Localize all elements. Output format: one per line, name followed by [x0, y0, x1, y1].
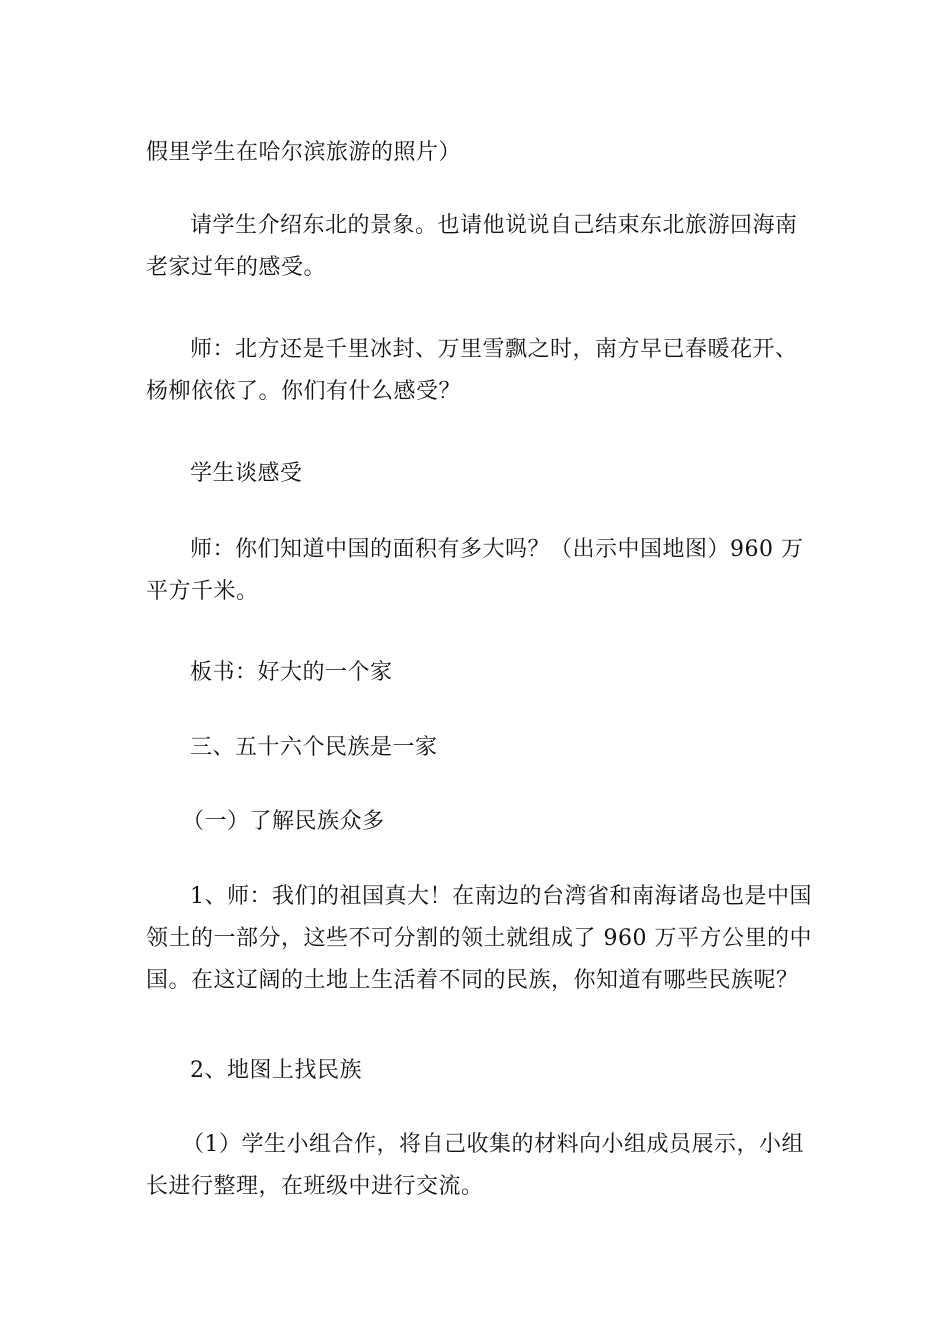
text-line: 学生谈感受	[190, 461, 303, 486]
text-line: 领土的一部分，这些不可分割的领土就组成了 960 万平方公里的中	[146, 926, 812, 951]
text-line: 国。在这辽阔的土地上生活着不同的民族，你知道有哪些民族呢？	[146, 968, 799, 993]
paragraph-introduce-northeast	[146, 205, 810, 289]
text-line: （一）了解民族众多	[182, 809, 385, 834]
text-line: 请学生介绍东北的景象。也请他说说自己结束东北旅游回海南	[190, 213, 798, 238]
text-line: 长进行整理，在班级中进行交流。	[146, 1174, 484, 1199]
paragraph-teacher-north-south	[146, 329, 810, 413]
text-line: （1）学生小组合作，将自己收集的材料向小组成员展示，小组	[182, 1132, 804, 1157]
paragraph-teacher-area	[146, 529, 810, 613]
text-line: 板书：好大的一个家	[190, 660, 393, 685]
paragraph-item-two-sub-one	[146, 1124, 810, 1208]
text-line: 1、师：我们的祖国真大！在南边的台湾省和南海诸岛也是中国	[190, 884, 812, 909]
paragraph-student-feelings	[146, 453, 810, 495]
text-line: 三、五十六个民族是一家	[190, 735, 438, 760]
text-line: 假里学生在哈尔滨旅游的照片）	[146, 140, 462, 165]
subsection-heading-one	[146, 801, 810, 843]
text-line: 平方千米。	[146, 579, 259, 604]
paragraph-item-two	[146, 1050, 810, 1092]
text-line: 杨柳依依了。你们有什么感受？	[146, 379, 462, 404]
paragraph-photo-caption	[146, 132, 810, 174]
paragraph-item-one	[146, 876, 810, 1002]
text-line: 师：北方还是千里冰封、万里雪飘之时，南方早已春暖花开、	[190, 337, 798, 362]
paragraph-blackboard	[146, 652, 810, 694]
text-line: 2、地图上找民族	[190, 1058, 362, 1083]
text-line: 师：你们知道中国的面积有多大吗？（出示中国地图）960 万	[190, 537, 804, 562]
text-line: 老家过年的感受。	[146, 255, 327, 280]
section-heading-three	[146, 727, 810, 769]
